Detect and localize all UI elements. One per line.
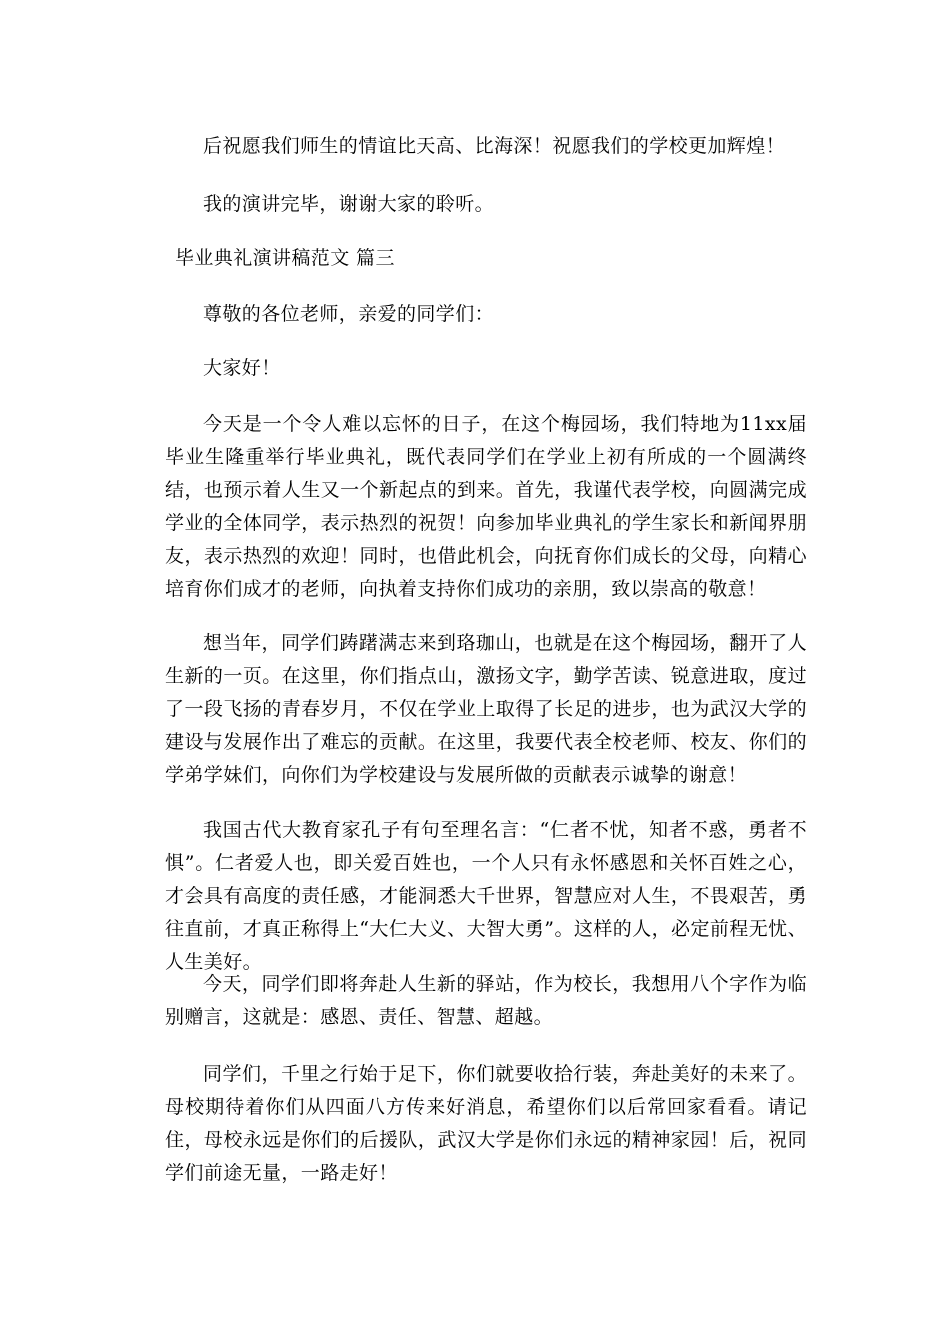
paragraph-body-1: 今天是一个令人难以忘怀的日子，在这个梅园场，我们特地为11xx届毕业生隆重举行毕业典礼，既代表同学们在学业上初有所成的一个圆满终结，也预示着人生又一个新起点的到来。首先，我谨代表学校，向圆满完成学业的全体同学，表示热烈的祝贺！向参加毕业典礼的学生家长和新闻界朋友，表示热烈的欢迎！同时，也借此机会，向抚育你们成长的父母，向精心培育你们成才的老师，向执着支持你们成功的亲朋，致以崇高的敬意！ (165, 413, 807, 600)
section-heading: 毕业典礼演讲稿范文 篇三 (175, 247, 395, 269)
paragraph-body-4: 今天，同学们即将奔赴人生新的驿站，作为校长，我想用八个字作为临别赠言，这就是：感恩、责任、智慧、超越。 (165, 973, 807, 1028)
paragraph-speech-end: 我的演讲完毕，谢谢大家的聆听。 (203, 193, 495, 215)
paragraph-body-2: 想当年，同学们踌躇满志来到珞珈山，也就是在这个梅园场，翻开了人生新的一页。在这里，你们指点山，激扬文字，勤学苦读、锐意进取，度过了一段飞扬的青春岁月，不仅在学业上取得了长足的进步，也为武汉大学的建设与发展作出了难忘的贡献。在这里，我要代表全校老师、校友、你们的学弟学妹们，向你们为学校建设与发展所做的贡献表示诚挚的谢意！ (165, 632, 807, 786)
paragraph-greeting: 大家好！ (203, 357, 281, 379)
paragraph-salutation: 尊敬的各位老师，亲爱的同学们： (203, 303, 495, 325)
paragraph-closing-wish: 后祝愿我们师生的情谊比天高、比海深！祝愿我们的学校更加辉煌！ (203, 135, 786, 157)
paragraph-body-3: 我国古代大教育家孔子有句至理名言：“仁者不忧，知者不惑，勇者不惧”。仁者爱人也，即关爱百姓也，一个人只有永怀感恩和关怀百姓之心，才会具有高度的责任感，才能洞悉大千世界，智慧应对人生，不畏艰苦，勇往直前，才真正称得上“大仁大义、大智大勇”。这样的人，必定前程无忧、人生美好。 (165, 819, 807, 973)
paragraph-body-5: 同学们，千里之行始于足下，你们就要收拾行装，奔赴美好的未来了。母校期待着你们从四面八方传来好消息，希望你们以后常回家看看。请记住，母校永远是你们的后援队，武汉大学是你们永远的精神家园！后，祝同学们前途无量，一路走好！ (165, 1063, 807, 1184)
